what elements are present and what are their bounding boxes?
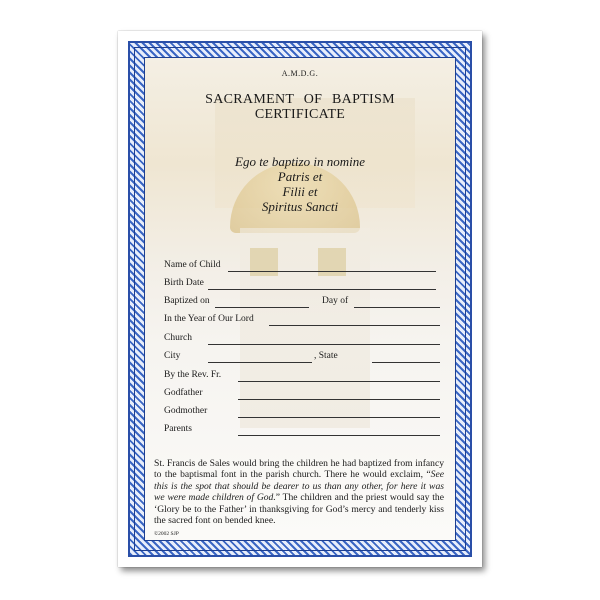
parents-label: Parents bbox=[164, 424, 192, 434]
latin-line-3: Filii et bbox=[282, 184, 318, 199]
rev-line[interactable] bbox=[238, 381, 440, 382]
year-line[interactable] bbox=[269, 325, 440, 326]
state-line[interactable] bbox=[372, 362, 440, 363]
latin-line-2: Patris et bbox=[277, 169, 323, 184]
day-of-line[interactable] bbox=[354, 307, 440, 308]
godmother-label: Godmother bbox=[164, 406, 208, 416]
quote-italic: See this is the spot that should be dearer to us than any other, for here it was we were made children of God. bbox=[154, 469, 444, 504]
name-of-child-line[interactable] bbox=[228, 271, 436, 272]
godfather-label: Godfather bbox=[164, 388, 203, 398]
day-of-label: Day of bbox=[322, 296, 349, 306]
city-line[interactable] bbox=[208, 362, 312, 363]
church-line[interactable] bbox=[208, 344, 440, 345]
copyright-notice: ©2002 SJP bbox=[154, 531, 179, 537]
year-label: In the Year of Our Lord bbox=[164, 314, 254, 324]
godmother-line[interactable] bbox=[238, 417, 440, 418]
quote-part-2: ” The children and the priest would say the ‘Glory be to the Father’ in thanksgiving for God’s mercy and tenderly kiss the sacred font on bended knee. bbox=[154, 492, 444, 527]
latin-line-1: Ego te baptizo in nomine bbox=[235, 154, 365, 169]
godfather-line[interactable] bbox=[238, 399, 440, 400]
certificate-card bbox=[118, 31, 482, 567]
quote-part-1: St. Francis de Sales would bring the children he had baptized from infancy to the baptismal font in the parish church. There he would exclaim, “ bbox=[154, 458, 444, 481]
church-label: Church bbox=[164, 333, 192, 343]
birth-date-label: Birth Date bbox=[164, 278, 204, 288]
baptized-on-line[interactable] bbox=[215, 307, 309, 308]
birth-date-line[interactable] bbox=[208, 289, 436, 290]
certificate-subtitle: CERTIFICATE bbox=[254, 107, 346, 122]
city-label: City bbox=[164, 351, 181, 361]
certificate-title: SACRAMENT OF BAPTISM bbox=[205, 92, 395, 107]
rev-label: By the Rev. Fr. bbox=[164, 370, 222, 380]
st-francis-quote bbox=[154, 458, 444, 526]
parents-line[interactable] bbox=[238, 435, 440, 436]
latin-line-4: Spiritus Sancti bbox=[261, 199, 339, 214]
name-of-child-label: Name of Child bbox=[164, 260, 221, 270]
baptized-on-label: Baptized on bbox=[164, 296, 210, 306]
amdg-heading: A.M.D.G. bbox=[281, 69, 319, 78]
state-label: , State bbox=[314, 351, 338, 361]
